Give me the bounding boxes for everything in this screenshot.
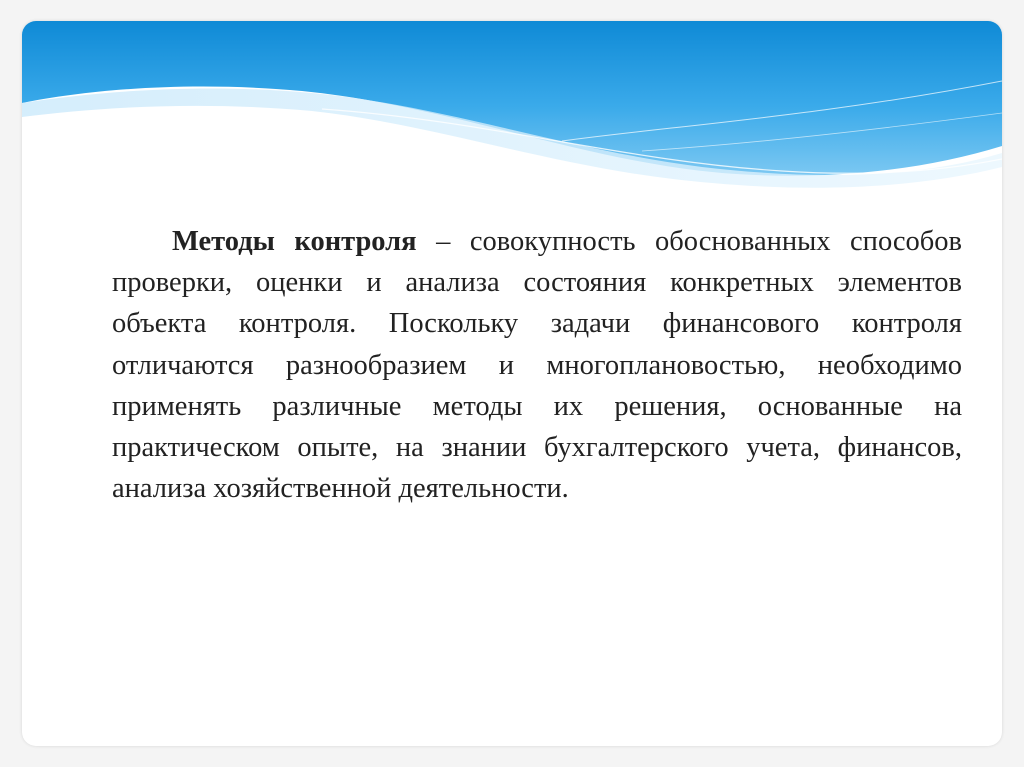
- slide: [22, 21, 1002, 746]
- header-wave-decoration: [22, 21, 1002, 201]
- definition-paragraph: [112, 221, 962, 509]
- definition-term: Методы контроля: [172, 226, 417, 257]
- definition-body: – совокупность обоснованных способов проверки, оценки и анализа состояния конкретных элементов объекта контроля. Поскольку задачи финансового контроля отличаются разнообразием и многоплановостью, необходимо применять различные методы их решения, основанные на практическом опыте, на знании бухгалтерского учета, финансов, анализа хозяйственной деятельности.: [112, 226, 963, 505]
